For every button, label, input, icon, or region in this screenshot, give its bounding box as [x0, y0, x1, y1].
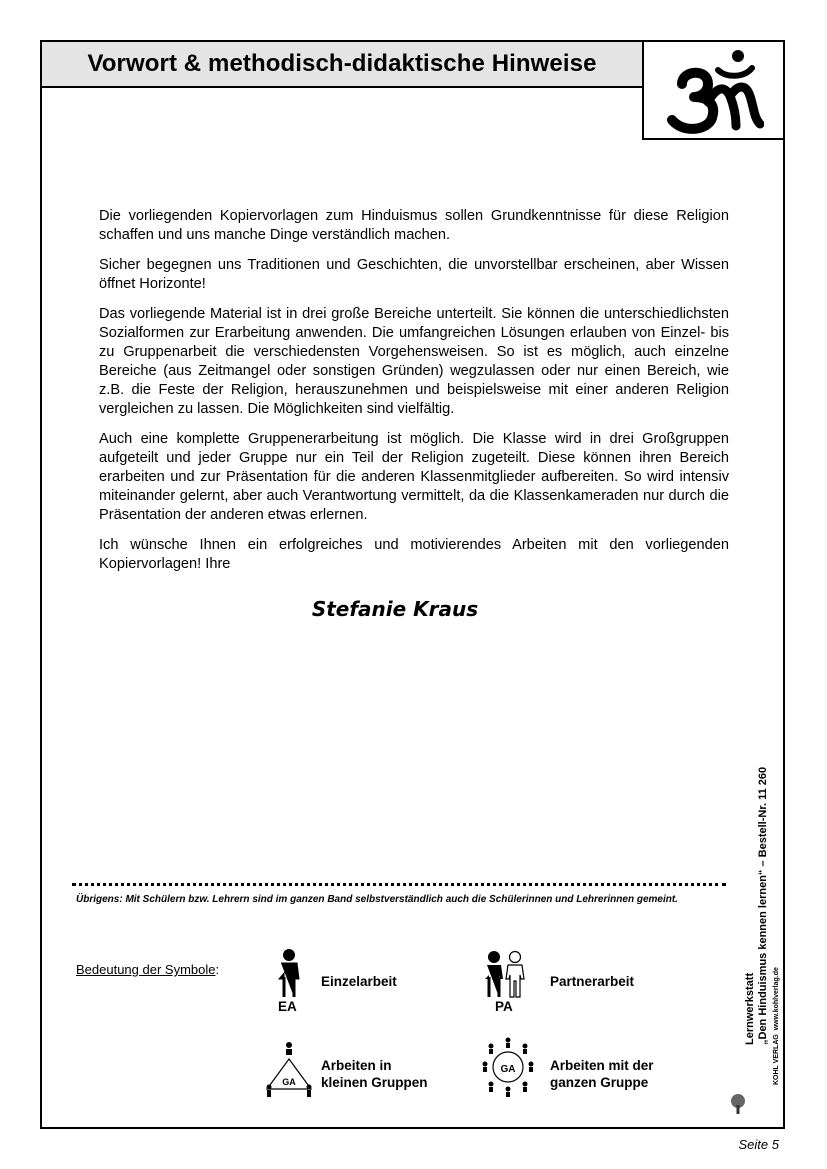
- dotted-divider: [72, 883, 726, 886]
- sidebar-line-2: „Den Hinduismus kennen lernen“ – Bestell-Nr. 11 260: [757, 766, 769, 1045]
- ga-small-label: Arbeiten in kleinen Gruppen: [321, 1058, 428, 1090]
- paragraph-2: Sicher begegnen uns Traditionen und Geschichten, die unvorstellbar erscheinen, aber Wissen öffnet Horizonte!: [99, 257, 729, 292]
- om-symbol-icon: [664, 44, 764, 136]
- paragraph-4: Auch eine komplette Gruppenerarbeitung ist möglich. Die Klasse wird in drei Großgruppen aufgeteilt und jeder Gruppe nur ein Teil der Religion zugeteilt. Diese können ihren Bereich erarbeiten und zur Präsentation für die anderen Klassenmitglieder aufbereiten. So wird intensiv miteinander gelernt, aber auch Verantwortung vermittelt, da die Klassenkameraden nur durch die Präsentation der anderen etwas erlernen.: [99, 431, 729, 523]
- ea-code: EA: [278, 999, 297, 1014]
- paragraph-1: Die vorliegenden Kopiervorlagen zum Hinduismus sollen Grundkenntnisse für diese Religion schaffen und uns manche Dinge verständlich machen.: [99, 208, 729, 243]
- small-group-icon: [263, 1041, 315, 1097]
- body-text: [99, 207, 729, 585]
- two-persons-icon: [483, 949, 527, 999]
- ea-label: Einzelarbeit: [321, 974, 397, 989]
- footnote: Übrigens: Mit Schülern bzw. Lehrern sind im ganzen Band selbstverständlich auch die Schülerinnen und Lehrerinnen gemeint.: [76, 894, 678, 905]
- sidebar-publisher: KOHL VERLAG www.kohlverlag.de: [773, 967, 780, 1085]
- page-number: Seite 5: [738, 1137, 779, 1152]
- pa-code: PA: [495, 999, 513, 1014]
- paragraph-3: Das vorliegende Material ist in drei große Bereiche unterteilt. Sie können die unterschiedlichsten Sozialformen zur Erarbeitung anwenden. Die umfangreichen Lösungen erlauben von Einzel- bis zu Gruppenarbeit die verschiedensten Vorgehensweisen. So ist es möglich, auch einzelne Bereiche (aus Zeitmangel oder sonstigen Gründen) wegzulassen oder nur einen Bereich, wie z.B. die Feste der Religion, herauszunehmen und beispielsweise mit einer anderen Religion vergleichen zu lassen. Die Möglichkeiten sind vielfältig.: [99, 306, 729, 417]
- title-bar: [40, 40, 644, 88]
- publisher-tree-icon: [729, 1093, 747, 1115]
- sidebar-line-1: Lernwerkstatt: [744, 972, 756, 1045]
- legend-title: Bedeutung der Symbole:: [76, 962, 220, 977]
- whole-group-icon: [481, 1036, 535, 1098]
- pa-label: Partnerarbeit: [550, 974, 635, 989]
- page-title: Vorwort & methodisch-didaktische Hinweise: [87, 50, 597, 77]
- svg-text:GA: GA: [500, 1064, 516, 1075]
- logo-box: [642, 40, 785, 140]
- single-person-icon: [276, 947, 302, 999]
- ga-all-label: Arbeiten mit der ganzen Gruppe: [550, 1058, 654, 1090]
- paragraph-5: Ich wünsche Ihnen ein erfolgreiches und motivierendes Arbeiten mit den vorliegenden Kopiervorlagen! Ihre: [99, 537, 729, 572]
- svg-text:GA: GA: [282, 1077, 296, 1087]
- signature: Stefanie Kraus: [311, 597, 479, 621]
- sidebar-vertical-text: [744, 735, 783, 1085]
